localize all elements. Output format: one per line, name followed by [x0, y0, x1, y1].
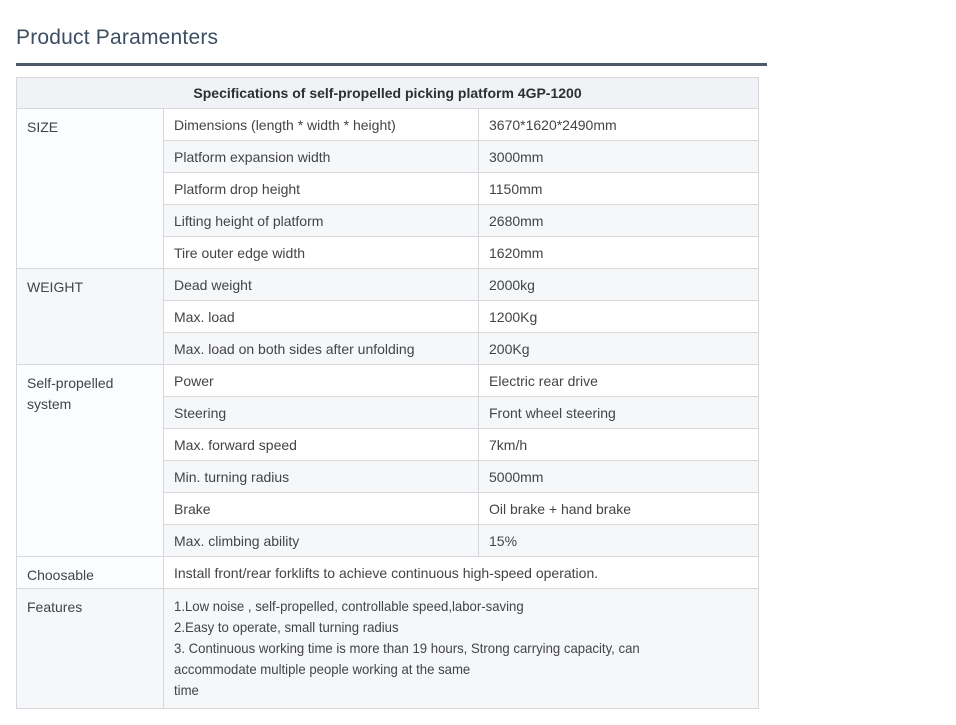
- param-cell: Lifting height of platform: [164, 205, 479, 237]
- category-cell-features: Features: [17, 589, 164, 709]
- value-cell: 1620mm: [479, 237, 759, 269]
- page-title: Product Paramenters: [16, 26, 219, 49]
- features-line: accommodate multiple people working at the same: [174, 661, 471, 677]
- value-cell: Front wheel steering: [479, 397, 759, 429]
- table-row: [17, 269, 759, 301]
- value-cell: 15%: [479, 525, 759, 557]
- category-cell-self-propelled: Self-propelled system: [17, 365, 164, 557]
- value-cell: 1200Kg: [479, 301, 759, 333]
- table-caption: Specifications of self-propelled picking platform 4GP-1200: [17, 78, 759, 109]
- param-cell: Power: [164, 365, 479, 397]
- value-cell: 5000mm: [479, 461, 759, 493]
- param-cell: Max. load on both sides after unfolding: [164, 333, 479, 365]
- table-row: [17, 589, 759, 709]
- title-underline: [16, 63, 767, 66]
- value-cell: 200Kg: [479, 333, 759, 365]
- value-cell: 2680mm: [479, 205, 759, 237]
- param-cell: Steering: [164, 397, 479, 429]
- param-cell: Dead weight: [164, 269, 479, 301]
- features-line: 3. Continuous working time is more than 19 hours, Strong carrying capacity, can: [174, 640, 640, 656]
- category-cell-size: SIZE: [17, 109, 164, 269]
- category-cell-choosable: Choosable: [17, 557, 164, 589]
- table-row: [17, 109, 759, 141]
- param-cell: Platform expansion width: [164, 141, 479, 173]
- value-cell: 3000mm: [479, 141, 759, 173]
- category-cell-weight: WEIGHT: [17, 269, 164, 365]
- value-cell: 2000kg: [479, 269, 759, 301]
- param-cell: Max. climbing ability: [164, 525, 479, 557]
- value-cell: 7km/h: [479, 429, 759, 461]
- value-cell: Electric rear drive: [479, 365, 759, 397]
- table-header-row: [17, 78, 759, 109]
- value-cell: 3670*1620*2490mm: [479, 109, 759, 141]
- table-row: [17, 557, 759, 589]
- value-cell: 1150mm: [479, 173, 759, 205]
- param-cell: Max. load: [164, 301, 479, 333]
- value-cell: Oil brake + hand brake: [479, 493, 759, 525]
- param-cell: Min. turning radius: [164, 461, 479, 493]
- table-row: [17, 365, 759, 397]
- param-cell: Tire outer edge width: [164, 237, 479, 269]
- param-cell: Dimensions (length * width * height): [164, 109, 479, 141]
- features-line: time: [174, 682, 199, 698]
- param-cell: Brake: [164, 493, 479, 525]
- features-line: 1.Low noise , self-propelled, controllable speed,labor-saving: [174, 598, 524, 614]
- param-cell: Platform drop height: [164, 173, 479, 205]
- features-text-cell: [164, 589, 759, 709]
- choosable-text-cell: Install front/rear forklifts to achieve continuous high-speed operation.: [164, 557, 759, 589]
- features-line: 2.Easy to operate, small turning radius: [174, 619, 399, 635]
- spec-table: [16, 77, 759, 709]
- param-cell: Max. forward speed: [164, 429, 479, 461]
